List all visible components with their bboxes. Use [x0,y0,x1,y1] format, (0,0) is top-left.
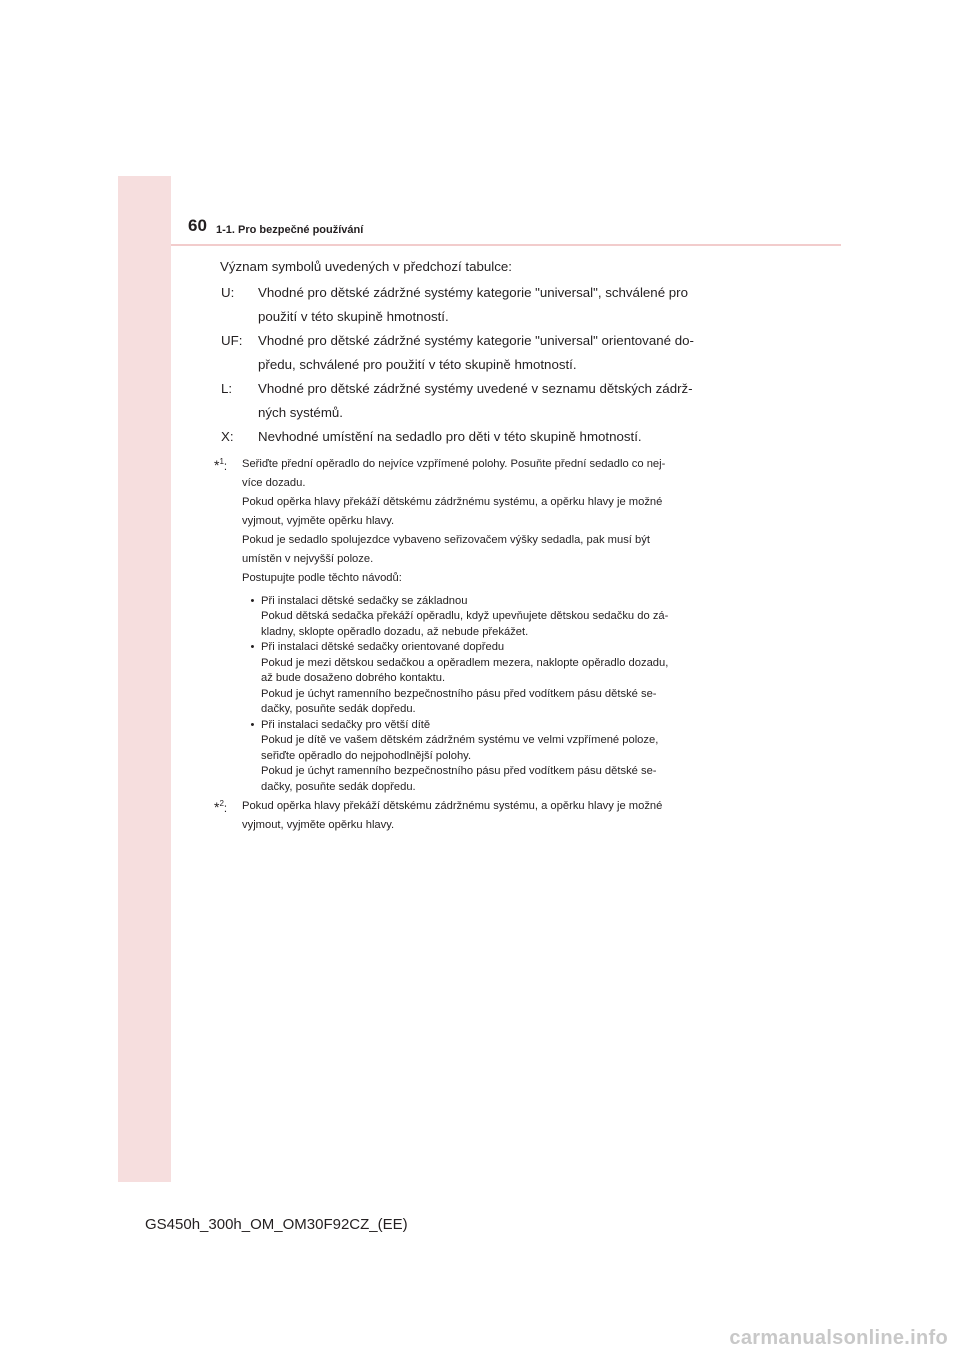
page-content [210,257,745,835]
symbol-line: Nevhodné umístění na sedadlo pro děti v této skupině hmotností. [258,429,642,444]
footnote-line: vyjmout, vyjměte opěrku hlavy. [242,514,395,527]
symbol-row-l [221,377,745,424]
page-side-tab [118,176,171,1182]
footnote-star: * [214,456,220,473]
instruction-list [242,594,745,796]
symbol-line: Vhodné pro dětské zádržné systémy kategorie "universal", schválené pro [258,285,688,300]
symbol-row-x [221,425,745,449]
list-item-content [261,594,745,641]
symbol-line: ných systémů. [258,404,343,420]
symbol-line: Vhodné pro dětské zádržné systémy uvedené v seznamu dětských zádrž- [258,381,693,396]
list-item-line: Pokud je úchyt ramenního bezpečnostního pásu před vodítkem pásu dětské se- [261,765,657,777]
footnote-line: více dozadu. [242,476,306,489]
footnote-colon: : [223,460,228,473]
symbol-row-u [221,281,745,328]
list-item-line: Pokud je úchyt ramenního bezpečnostního pásu před vodítkem pásu dětské se- [261,687,657,700]
list-item-line: dačky, posuňte sedák dopředu. [261,780,416,793]
footnote-star: * [214,799,220,815]
bullet-icon: • [250,594,255,607]
list-item-content [261,718,745,796]
footnote-number: 2 [219,799,224,808]
footnote-colon: : [223,803,228,815]
footnote-line: Pokud opěrka hlavy překáží dětskému zádržnému systému, a opěrku hlavy je možné [242,800,663,812]
footnote-marker [214,797,242,835]
footnote-line: Pokud opěrka hlavy překáží dětskému zádržnému systému, a opěrku hlavy je možné [242,495,663,508]
symbol-description [258,329,745,376]
list-item-line: kladny, sklopte opěradlo dozadu, až nebude překážet. [261,625,529,638]
list-item-heading: Při instalaci dětské sedačky se základnou [261,594,468,607]
footnote-1 [214,455,745,796]
list-item [242,718,745,796]
symbol-line: Vhodné pro dětské zádržné systémy kategorie "universal" orientované do- [258,333,694,348]
footnote-line: Pokud je sedadlo spolujezdce vybaveno seřizovačem výšky sedadla, pak musí být [242,533,650,546]
section-title: 1-1. Pro bezpečné používání [216,224,364,236]
footnote-marker [214,455,242,796]
symbol-description [258,425,745,449]
footnote-line: Postupujte podle těchto návodů: [242,571,402,584]
symbol-row-uf [221,329,745,376]
list-item-line: dačky, posuňte sedák dopředu. [261,703,416,715]
footnote-2 [214,797,745,835]
header-rule [171,244,841,246]
list-item-heading: Při instalaci sedačky pro větší dítě [261,718,431,731]
footnote-number: 1 [219,456,224,466]
footnote-line: Seřiďte přední opěradlo do nejvíce vzpřímené polohy. Posuňte přední sedadlo co nej- [242,457,666,470]
symbol-line: předu, schválené pro použití v této skupině hmotností. [258,356,577,372]
list-item-line: Pokud je mezi dětskou sedačkou a opěradlem mezera, naklopte opěradlo dozadu, [261,656,669,669]
watermark: carmanualsonline.info [729,1327,948,1349]
list-item-content [261,640,745,718]
symbol-key: L: [221,381,233,396]
footnote-line: vyjmout, vyjměte opěrku hlavy. [242,819,395,831]
list-item-line: seřiďte opěradlo do nejpohodlnější polohy. [261,749,472,762]
symbol-line: použití v této skupině hmotností. [258,308,449,324]
symbol-key: X: [221,429,234,444]
intro-text: Význam symbolů uvedených v předchozí tabulce: [220,259,512,274]
list-item-line: Pokud dětská sedačka překáží opěradlu, když upevňujete dětskou sedačku do zá- [261,610,669,622]
list-item-line: až bude dosaženo dobrého kontaktu. [261,672,446,684]
manual-code: GS450h_300h_OM_OM30F92CZ_(EE) [145,1216,408,1233]
symbol-description [258,377,745,424]
symbol-key: UF: [221,333,243,348]
footnote-line: umístěn v nejvyšší poloze. [242,552,374,565]
list-item [242,594,745,641]
list-item-line: Pokud je dítě ve vašem dětském zádržném systému ve velmi vzpřímené poloze, [261,734,659,746]
page-number: 60 [188,216,207,235]
symbol-key: U: [221,285,235,300]
bullet-icon: • [250,641,255,653]
bullet-icon: • [250,718,255,731]
footnote-body [242,797,745,835]
symbol-description [258,281,745,328]
list-item [242,640,745,718]
footnote-body [242,455,745,796]
list-item-heading: Při instalaci dětské sedačky orientované dopředu [261,641,505,653]
